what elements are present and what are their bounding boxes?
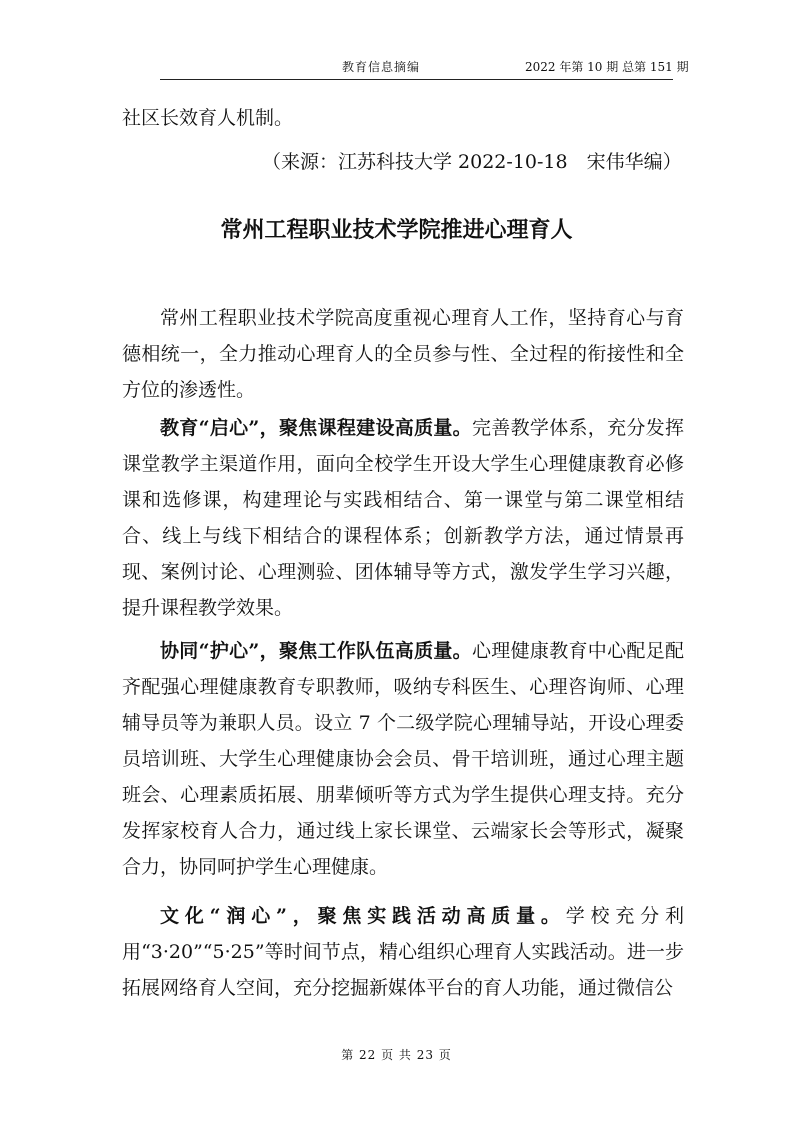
publication-name: 教育信息摘编 [342, 60, 421, 74]
header-divider [160, 79, 673, 80]
paragraph-body: 完善教学体系，充分发挥课堂教学主渠道作用，面向全校学生开设大学生心理健康教育必修课和选修课，构建理论与实践相结合、第一课堂与第二课堂相结合、线上与线下相结合的课程体系；创新教学方法，通过情景再现、案例讨论、心理测验、团体辅导等方式，激发学生学习兴趣，提升课程教学效果。 [122, 417, 684, 619]
paragraph-course [122, 410, 684, 626]
page-header [0, 0, 793, 80]
source-citation: （来源：江苏科技大学 2022-10-18 宋伟华编） [262, 151, 682, 173]
continued-text-line: 社区长效育人机制。 [122, 107, 294, 129]
paragraph-intro [122, 300, 684, 408]
issue-number: 2022 年第 10 期 总第 151 期 [525, 60, 689, 74]
paragraph-body: 常州工程职业技术学院高度重视心理育人工作，坚持育心与育德相统一，全力推动心理育人的全员参与性、全过程的衔接性和全方位的渗透性。 [122, 307, 684, 401]
article-title: 常州工程职业技术学院推进心理育人 [220, 218, 573, 243]
paragraph-lead: 教育“启心”，聚焦课程建设高质量。 [160, 417, 472, 439]
paragraph-culture [122, 898, 684, 1006]
paragraph-team [122, 633, 684, 885]
page-number: 第 22 页 共 23 页 [341, 1048, 452, 1062]
paragraph-lead: 协同“护心”，聚焦工作队伍高质量。 [160, 640, 472, 662]
paragraph-body: 学校充分利用“3·20”“5·25”等时间节点，精心组织心理育人实践活动。进一步拓展网络育人空间，充分挖掘新媒体平台的育人功能，通过微信公 [122, 905, 684, 999]
paragraph-lead: 文化“润心”，聚焦实践活动高质量。 [160, 905, 566, 927]
paragraph-body: 心理健康教育中心配足配齐配强心理健康教育专职教师，吸纳专科医生、心理咨询师、心理辅导员等为兼职人员。设立 7 个二级学院心理辅导站，开设心理委员培训班、大学生心理健康协会会员、骨干培训班，通过心理主题班会、心理素质拓展、朋辈倾听等方式为学生提供心理支持。充分发挥家校育人合力，通过线上家长课堂、云端家长会等形式，凝聚合力，协同呵护学生心理健康。 [122, 640, 684, 878]
